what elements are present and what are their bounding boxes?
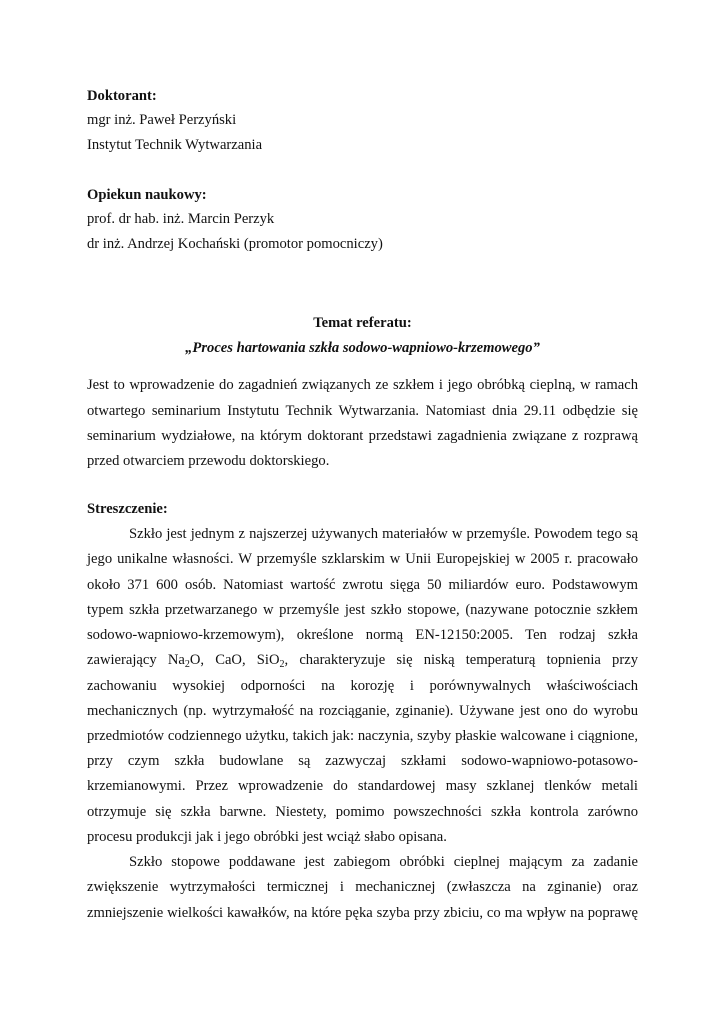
chem-text-mid: O, CaO, SiO bbox=[189, 652, 280, 668]
summary-line: otrzymuje się szkła barwne. Niestety, pomimo powszechności szkła kontrola zarówno bbox=[87, 804, 638, 820]
summary-line: procesu produkcji jak i jego obróbki jest wciąż słabo opisana. bbox=[87, 829, 447, 845]
supervisor-line-1: prof. dr hab. inż. Marcin Perzyk bbox=[87, 211, 275, 227]
summary-p2-line: zwiększenie wytrzymałości termicznej i mechanicznej (zwłaszcza na zginanie) oraz bbox=[87, 879, 638, 895]
summary-line: Szkło jest jednym z najszerzej używanych materiałów w przemyśle. Powodem tego są bbox=[129, 526, 638, 542]
summary-chem-line bbox=[87, 651, 638, 669]
summary-label: Streszczenie: bbox=[87, 501, 168, 517]
summary-line: jego unikalne własności. W przemyśle szklarskim w Unii Europejskiej w 2005 r. pracowało bbox=[87, 551, 638, 567]
na-subscript: 2 bbox=[184, 659, 190, 670]
doctoral-institute: Instytut Technik Wytwarzania bbox=[87, 137, 263, 153]
summary-line: około 371 600 osób. Natomiast wartość zwrotu sięga 50 miliardów euro. Podstawowym bbox=[87, 577, 638, 593]
summary-p2-line: Szkło stopowe poddawane jest zabiegom obróbki cieplnej mającym za zadanie bbox=[129, 854, 638, 870]
intro-line: seminarium wydziałowe, na którym doktorant przedstawi zagadnienia związane z rozprawą bbox=[87, 428, 638, 444]
summary-line: sodowo-wapniowo-krzemowym), określone normą EN-12150:2005. Ten rodzaj szkła bbox=[87, 627, 638, 643]
summary-line: przy czym szkła budowlane są zazwyczaj szkłami sodowo-wapniowo-potasowo- bbox=[87, 753, 638, 769]
supervisor-line-2: dr inż. Andrzej Kochański (promotor pomocniczy) bbox=[87, 236, 383, 252]
summary-line: zachowaniu wysokiej odporności na korozję i porównywalnych właściwościach bbox=[87, 678, 638, 694]
intro-line: Jest to wprowadzenie do zagadnień związanych ze szkłem i jego obróbką cieplną, w ramach bbox=[87, 377, 638, 393]
summary-line: przedmiotów codziennego użytku, takich jak: naczynia, szyby płaskie walcowane i ciągnione, bbox=[87, 728, 638, 744]
summary-line: typem szkła przetwarzanego w przemyśle jest szkło stopowe, (nazywane potocznie szkłem bbox=[87, 602, 638, 618]
topic-title: „Proces hartowania szkła sodowo-wapniowo-krzemowego” bbox=[185, 340, 540, 356]
topic-label: Temat referatu: bbox=[313, 315, 412, 331]
summary-p2-line: zmniejszenie wielkości kawałków, na które pęka szyba przy zbiciu, co ma wpływ na poprawę bbox=[87, 905, 638, 921]
intro-line: przed otwarciem przewodu doktorskiego. bbox=[87, 453, 330, 469]
doctoral-name: mgr inż. Paweł Perzyński bbox=[87, 112, 237, 128]
summary-line: krzemianowymi. Przez wprowadzenie do standardowej masy szklanej tlenków metali bbox=[87, 778, 638, 794]
si-subscript: 2 bbox=[279, 659, 285, 670]
intro-line: otwartego seminarium Instytutu Technik Wytwarzania. Natomiast dnia 29.11 odbędzie się bbox=[87, 403, 638, 419]
chem-text-post: , charakteryzuje się niską temperaturą topnienia przy bbox=[284, 652, 638, 668]
supervisor-label: Opiekun naukowy: bbox=[87, 187, 207, 203]
doctoral-label: Doktorant: bbox=[87, 88, 157, 104]
chem-text-pre: zawierający Na bbox=[87, 652, 185, 668]
summary-line: mechanicznych (np. wytrzymałość na rozciąganie, zginanie). Używane jest ono do wyrobu bbox=[87, 703, 638, 719]
